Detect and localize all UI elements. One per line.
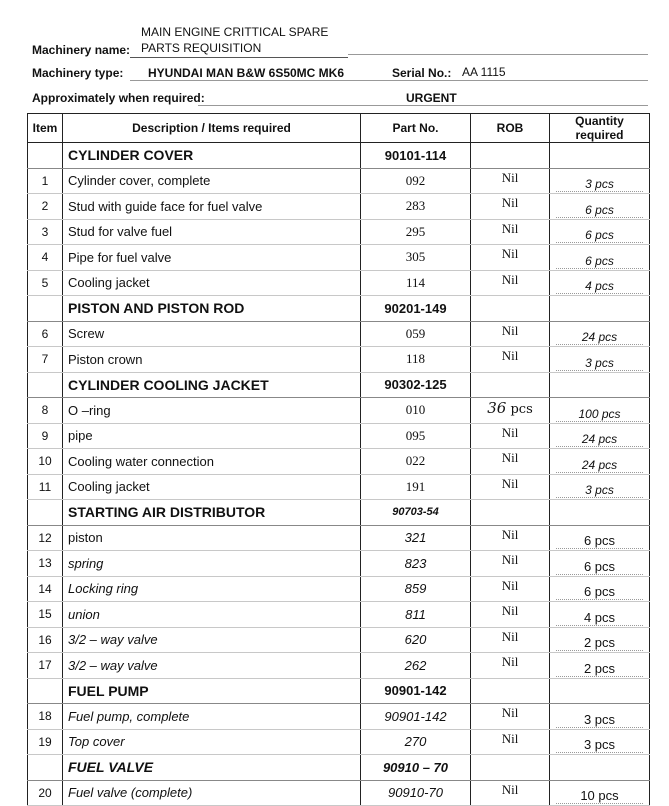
section-title: CYLINDER COOLING JACKET xyxy=(63,372,361,398)
rob-value: Nil xyxy=(471,704,550,730)
when-required-underline xyxy=(198,105,648,106)
rob-value: Nil xyxy=(471,168,550,194)
item-cell xyxy=(28,755,63,781)
quantity-value: 4 pcs xyxy=(556,610,643,626)
table-row xyxy=(28,780,650,806)
quantity-value: 2 pcs xyxy=(556,661,643,677)
quantity-value: 6 pcs xyxy=(556,203,643,218)
rob-value: Nil xyxy=(471,423,550,449)
rob-value: Nil xyxy=(471,576,550,602)
item-number: 18 xyxy=(28,704,63,730)
item-number: 2 xyxy=(28,194,63,220)
quantity-value: 3 pcs xyxy=(556,737,643,753)
item-description: Cooling jacket xyxy=(63,474,361,500)
item-description: Stud for valve fuel xyxy=(63,219,361,245)
quantity-value: 6 pcs xyxy=(556,533,643,549)
item-number: 11 xyxy=(28,474,63,500)
rob-value: Nil xyxy=(471,525,550,551)
quantity-cell xyxy=(550,474,650,500)
table-row xyxy=(28,245,650,271)
item-number: 10 xyxy=(28,449,63,475)
item-description: union xyxy=(63,602,361,628)
rob-value: Nil xyxy=(471,194,550,220)
rob-value: Nil xyxy=(471,219,550,245)
rob-cell xyxy=(471,143,550,169)
item-cell xyxy=(28,143,63,169)
quantity-cell xyxy=(550,347,650,373)
table-row xyxy=(28,423,650,449)
quantity-cell xyxy=(550,576,650,602)
rob-value: Nil xyxy=(471,347,550,373)
table-row xyxy=(28,576,650,602)
item-number: 4 xyxy=(28,245,63,271)
item-number: 5 xyxy=(28,270,63,296)
machinery-name-line1: MAIN ENGINE CRITTICAL SPARE xyxy=(141,25,329,39)
qty-cell xyxy=(550,143,650,169)
item-number: 7 xyxy=(28,347,63,373)
item-number: 3 xyxy=(28,219,63,245)
parts-table xyxy=(27,113,650,806)
section-title: PISTON AND PISTON ROD xyxy=(63,296,361,322)
part-number: 022 xyxy=(361,449,471,475)
machinery-name-underline xyxy=(130,57,348,58)
machinery-type-underline xyxy=(130,80,648,81)
quantity-value: 2 pcs xyxy=(556,635,643,651)
quantity-cell xyxy=(550,449,650,475)
quantity-value: 24 pcs xyxy=(556,458,643,473)
quantity-value: 24 pcs xyxy=(556,330,643,345)
item-description: piston xyxy=(63,525,361,551)
section-part-no: 90910 – 70 xyxy=(361,755,471,781)
item-number: 13 xyxy=(28,551,63,577)
item-number: 1 xyxy=(28,168,63,194)
rob-value: Nil xyxy=(471,474,550,500)
quantity-cell xyxy=(550,245,650,271)
quantity-cell xyxy=(550,729,650,755)
table-row xyxy=(28,627,650,653)
qty-cell xyxy=(550,500,650,526)
quantity-cell xyxy=(550,194,650,220)
part-number: 059 xyxy=(361,321,471,347)
table-row xyxy=(28,525,650,551)
quantity-value: 6 pcs xyxy=(556,559,643,575)
table-section-row xyxy=(28,296,650,322)
quantity-value: 6 pcs xyxy=(556,228,643,243)
table-row xyxy=(28,551,650,577)
table-header-row xyxy=(28,114,650,143)
rob-value: Nil xyxy=(471,449,550,475)
item-description: 3/2 – way valve xyxy=(63,653,361,679)
rob-value: Nil xyxy=(471,602,550,628)
item-cell xyxy=(28,500,63,526)
quantity-value: 100 pcs xyxy=(556,407,643,422)
rob-handwritten-value: 36 xyxy=(487,399,507,417)
when-required-value: URGENT xyxy=(406,91,457,105)
quantity-value: 6 pcs xyxy=(556,584,643,600)
qty-cell xyxy=(550,372,650,398)
quantity-value: 4 pcs xyxy=(556,279,643,294)
part-number: 270 xyxy=(361,729,471,755)
table-row xyxy=(28,602,650,628)
rob-value: Nil xyxy=(471,627,550,653)
table-row xyxy=(28,270,650,296)
item-description: Locking ring xyxy=(63,576,361,602)
rob-value: Nil xyxy=(471,321,550,347)
part-number: 620 xyxy=(361,627,471,653)
item-number: 17 xyxy=(28,653,63,679)
machinery-type-label: Machinery type: xyxy=(32,66,124,80)
item-description: Pipe for fuel valve xyxy=(63,245,361,271)
section-title: STARTING AIR DISTRIBUTOR xyxy=(63,500,361,526)
part-number: 095 xyxy=(361,423,471,449)
table-section-row xyxy=(28,372,650,398)
rob-cell xyxy=(471,755,550,781)
quantity-cell xyxy=(550,321,650,347)
rob-cell xyxy=(471,372,550,398)
table-row xyxy=(28,449,650,475)
part-number: 811 xyxy=(361,602,471,628)
item-description: Fuel pump, complete xyxy=(63,704,361,730)
quantity-cell xyxy=(550,398,650,424)
qty-cell xyxy=(550,678,650,704)
part-number: 118 xyxy=(361,347,471,373)
column-header-quantity: Quantity required xyxy=(550,114,650,143)
column-header-rob: ROB xyxy=(471,114,550,143)
rob-value: Nil xyxy=(471,270,550,296)
quantity-value: 6 pcs xyxy=(556,254,643,269)
section-title: FUEL PUMP xyxy=(63,678,361,704)
table-section-row xyxy=(28,500,650,526)
table-row xyxy=(28,729,650,755)
quantity-value: 3 pcs xyxy=(556,177,643,192)
quantity-cell xyxy=(550,423,650,449)
table-row xyxy=(28,219,650,245)
rob-value: Nil xyxy=(471,780,550,806)
quantity-cell xyxy=(550,653,650,679)
item-description: Piston crown xyxy=(63,347,361,373)
part-number: 262 xyxy=(361,653,471,679)
table-row xyxy=(28,321,650,347)
item-description: Cooling jacket xyxy=(63,270,361,296)
part-number: 90901-142 xyxy=(361,704,471,730)
quantity-value: 10 pcs xyxy=(556,788,643,804)
section-part-no: 90302-125 xyxy=(361,372,471,398)
table-row xyxy=(28,474,650,500)
item-number: 16 xyxy=(28,627,63,653)
column-header-description: Description / Items required xyxy=(63,114,361,143)
item-description: Top cover xyxy=(63,729,361,755)
rob-cell xyxy=(471,678,550,704)
part-number: 305 xyxy=(361,245,471,271)
table-section-row xyxy=(28,143,650,169)
table-row xyxy=(28,704,650,730)
rob-cell xyxy=(471,500,550,526)
section-part-no: 90101-114 xyxy=(361,143,471,169)
qty-cell xyxy=(550,755,650,781)
quantity-value: 3 pcs xyxy=(556,356,643,371)
part-number: 283 xyxy=(361,194,471,220)
item-description: spring xyxy=(63,551,361,577)
rob-value: Nil xyxy=(471,729,550,755)
serial-value: AA 1115 xyxy=(462,65,506,79)
item-number: 14 xyxy=(28,576,63,602)
part-number: 321 xyxy=(361,525,471,551)
machinery-type-value: HYUNDAI MAN B&W 6S50MC MK6 xyxy=(148,66,345,80)
rob-cell xyxy=(471,398,550,424)
quantity-cell xyxy=(550,525,650,551)
section-part-no: 90703-54 xyxy=(361,500,471,526)
section-title: CYLINDER COVER xyxy=(63,143,361,169)
item-number: 20 xyxy=(28,780,63,806)
part-number: 010 xyxy=(361,398,471,424)
item-description: Cooling water connection xyxy=(63,449,361,475)
table-section-row xyxy=(28,678,650,704)
quantity-cell xyxy=(550,219,650,245)
quantity-value: 24 pcs xyxy=(556,432,643,447)
rob-cell xyxy=(471,296,550,322)
quantity-cell xyxy=(550,602,650,628)
item-cell xyxy=(28,296,63,322)
part-number: 092 xyxy=(361,168,471,194)
item-number: 15 xyxy=(28,602,63,628)
item-description: Screw xyxy=(63,321,361,347)
item-cell xyxy=(28,678,63,704)
item-description: O –ring xyxy=(63,398,361,424)
item-cell xyxy=(28,372,63,398)
qty-cell xyxy=(550,296,650,322)
item-description: Stud with guide face for fuel valve xyxy=(63,194,361,220)
item-number: 12 xyxy=(28,525,63,551)
quantity-cell xyxy=(550,780,650,806)
item-description: 3/2 – way valve xyxy=(63,627,361,653)
section-part-no: 90201-149 xyxy=(361,296,471,322)
table-row xyxy=(28,347,650,373)
part-number: 90910-70 xyxy=(361,780,471,806)
item-description: Fuel valve (complete) xyxy=(63,780,361,806)
part-number: 295 xyxy=(361,219,471,245)
section-title: FUEL VALVE xyxy=(63,755,361,781)
column-header-item: Item xyxy=(28,114,63,143)
quantity-value: 3 pcs xyxy=(556,483,643,498)
when-required-label: Approximately when required: xyxy=(32,91,205,105)
header-rule-1 xyxy=(348,54,648,55)
part-number: 823 xyxy=(361,551,471,577)
table-section-row xyxy=(28,755,650,781)
rob-value: Nil xyxy=(471,653,550,679)
machinery-name-line2: PARTS REQUISITION xyxy=(141,41,262,55)
quantity-value: 3 pcs xyxy=(556,712,643,728)
quantity-cell xyxy=(550,551,650,577)
rob-value: Nil xyxy=(471,551,550,577)
item-number: 8 xyxy=(28,398,63,424)
item-number: 6 xyxy=(28,321,63,347)
quantity-cell xyxy=(550,168,650,194)
item-description: Cylinder cover, complete xyxy=(63,168,361,194)
item-number: 19 xyxy=(28,729,63,755)
column-header-part-no: Part No. xyxy=(361,114,471,143)
table-row xyxy=(28,653,650,679)
quantity-cell xyxy=(550,704,650,730)
requisition-header xyxy=(30,0,648,112)
quantity-cell xyxy=(550,270,650,296)
table-row xyxy=(28,168,650,194)
quantity-cell xyxy=(550,627,650,653)
part-number: 859 xyxy=(361,576,471,602)
rob-value: pcs xyxy=(510,402,533,417)
item-description: pipe xyxy=(63,423,361,449)
rob-value: Nil xyxy=(471,245,550,271)
part-number: 114 xyxy=(361,270,471,296)
part-number: 191 xyxy=(361,474,471,500)
item-number: 9 xyxy=(28,423,63,449)
table-row xyxy=(28,194,650,220)
table-row xyxy=(28,398,650,424)
machinery-name-label: Machinery name: xyxy=(32,43,131,57)
serial-label: Serial No.: xyxy=(392,66,452,80)
section-part-no: 90901-142 xyxy=(361,678,471,704)
